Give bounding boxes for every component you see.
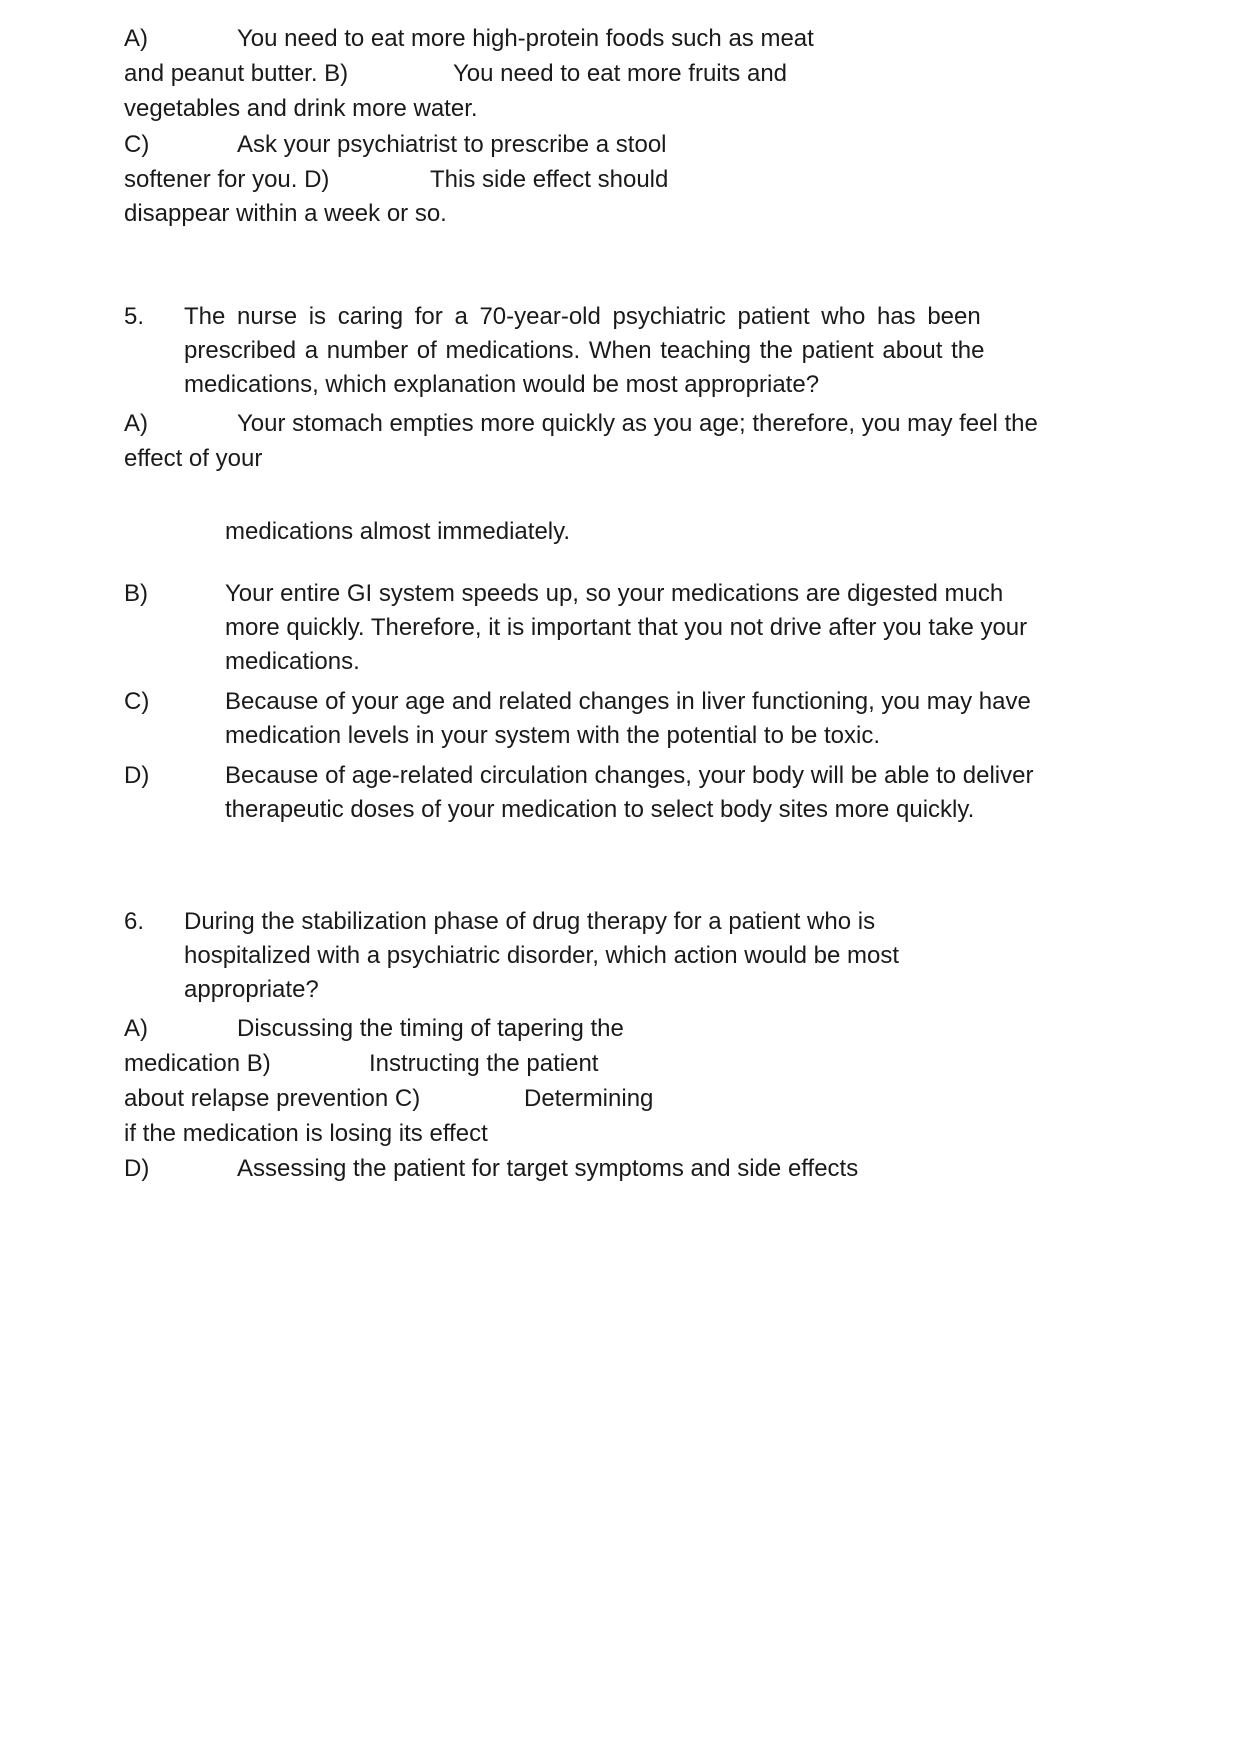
- question-stem: prescribed a number of medications. When teaching the patient about the: [184, 337, 985, 364]
- option-letter-b: B): [124, 580, 148, 607]
- option-text: Your stomach empties more quickly as you age; therefore, you may feel the: [237, 410, 1038, 437]
- option-letter-c: C): [124, 688, 150, 715]
- option-text: therapeutic doses of your medication to select body sites more quickly.: [225, 796, 975, 823]
- question-stem: medications, which explanation would be most appropriate?: [184, 371, 820, 398]
- option-text: medication B): [124, 1050, 271, 1077]
- option-letter-c: C): [124, 131, 150, 158]
- question-stem: During the stabilization phase of drug therapy for a patient who is: [184, 908, 876, 935]
- option-text: medications almost immediately.: [225, 518, 571, 545]
- question-number: 6.: [124, 908, 145, 935]
- question-stem: hospitalized with a psychiatric disorder, which action would be most: [184, 942, 900, 969]
- option-text: You need to eat more fruits and: [453, 60, 788, 87]
- option-text: Your entire GI system speeds up, so your medications are digested much: [225, 580, 1004, 607]
- option-text: effect of your: [124, 445, 263, 472]
- option-letter-d: D): [124, 762, 150, 789]
- option-text: disappear within a week or so.: [124, 200, 447, 227]
- question-stem: The nurse is caring for a 70-year-old psychiatric patient who has been: [184, 303, 981, 330]
- option-text: medications.: [225, 648, 360, 675]
- question-stem: appropriate?: [184, 976, 319, 1003]
- option-letter-d: D): [124, 1155, 150, 1182]
- option-text: Ask your psychiatrist to prescribe a stool: [237, 131, 667, 158]
- option-text: more quickly. Therefore, it is important that you not drive after you take your: [225, 614, 1028, 641]
- option-text: Instructing the patient: [369, 1050, 599, 1077]
- option-text: if the medication is losing its effect: [124, 1120, 488, 1147]
- option-letter-a: A): [124, 410, 148, 437]
- option-letter-a: A): [124, 25, 148, 52]
- option-text: softener for you. D): [124, 166, 330, 193]
- question-number: 5.: [124, 303, 145, 330]
- option-text: This side effect should: [430, 166, 669, 193]
- option-text: Assessing the patient for target symptoms and side effects: [237, 1155, 859, 1182]
- option-text: Because of your age and related changes in liver functioning, you may have: [225, 688, 1031, 715]
- option-text: Because of age-related circulation changes, your body will be able to deliver: [225, 762, 1034, 789]
- option-text: medication levels in your system with the potential to be toxic.: [225, 722, 880, 749]
- option-text: vegetables and drink more water.: [124, 95, 478, 122]
- option-text: Discussing the timing of tapering the: [237, 1015, 624, 1042]
- option-text: You need to eat more high-protein foods such as meat: [237, 25, 814, 52]
- option-text: Determining: [524, 1085, 654, 1112]
- option-letter-a: A): [124, 1015, 148, 1042]
- option-text: and peanut butter. B): [124, 60, 349, 87]
- option-text: about relapse prevention C): [124, 1085, 421, 1112]
